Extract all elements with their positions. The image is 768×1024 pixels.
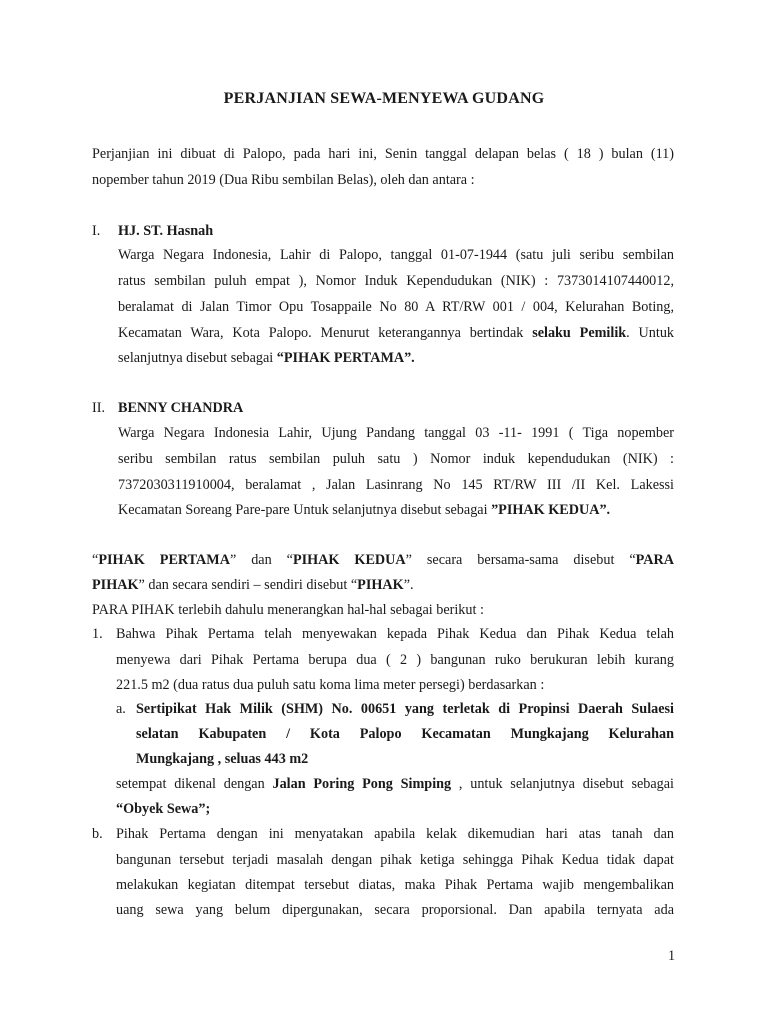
party-2-line-2: seribu sembilan ratus sembilan puluh satu ) Nomor induk kependudukan (NIK) :	[118, 451, 674, 467]
party-1-line-3: beralamat di Jalan Timor Opu Tosappaile No 80 A RT/RW 001 / 004, Kelurahan Boting,	[118, 299, 674, 315]
page-number: 1	[668, 948, 676, 964]
party-1-line-4: Kecamatan Wara, Kota Palopo. Menurut keterangannya bertindak selaku Pemilik. Untuk	[118, 325, 675, 341]
parties-line-2: PIHAK” dan secara sendiri – sendiri disebut “PIHAK”.	[92, 577, 414, 593]
sub-item-a-line-2: selatan Kabupaten / Kota Palopo Kecamatan Mungkajang Kelurahan	[136, 726, 674, 742]
role-owner-text: selaku Pemilik	[532, 325, 627, 341]
party-2-name: BENNY CHANDRA	[118, 400, 244, 416]
sub-item-a-letter: a.	[116, 701, 126, 717]
document-title: PERJANJIAN SEWA-MENYEWA GUDANG	[223, 90, 545, 107]
party-2-number: II.	[92, 400, 105, 416]
party-2-line-4: Kecamatan Soreang Pare-pare Untuk selanjutnya disebut sebagai ”PIHAK KEDUA”.	[118, 502, 611, 518]
party-1-name: HJ. ST. Hasnah	[118, 223, 214, 239]
party-1-line-5: selanjutnya disebut sebagai “PIHAK PERTAMA”.	[118, 350, 415, 366]
item-1-line-4: setempat dikenal dengan Jalan Poring Pong Simping , untuk selanjutnya disebut sebagai	[116, 776, 674, 792]
item-b-line-1: Pihak Pertama dengan ini menyatakan apabila kelak dikemudian hari atas tanah dan	[116, 826, 674, 842]
party-2-line-1: Warga Negara Indonesia Lahir, Ujung Pandang tanggal 03 -11- 1991 ( Tiga nopember	[118, 425, 674, 441]
intro-line-2: nopember tahun 2019 (Dua Ribu sembilan Belas), oleh dan antara :	[92, 172, 475, 188]
item-1-line-3: 221.5 m2 (dua ratus dua puluh satu koma lima meter persegi) berdasarkan :	[116, 677, 545, 693]
party-1-line-1: Warga Negara Indonesia, Lahir di Palopo, tanggal 01-07-1944 (satu juli seribu sembilan	[118, 247, 674, 263]
item-b-line-4: uang sewa yang belum dipergunakan, secara proporsional. Dan apabila ternyata ada	[116, 902, 674, 918]
item-b-line-3: melakukan kegiatan ditempat tersebut diatas, maka Pihak Pertama wajib mengembalikan	[116, 877, 674, 893]
party-1-line-2: ratus sembilan puluh empat ), Nomor Induk Kependudukan (NIK) : 7373014107440012,	[118, 273, 674, 289]
sub-item-a-line-1: Sertipikat Hak Milik (SHM) No. 00651 yang terletak di Propinsi Daerah Sulaesi	[136, 701, 674, 717]
item-b-letter: b.	[92, 826, 103, 842]
party-1-alias: “PIHAK PERTAMA”.	[276, 350, 415, 366]
party-2-line-3: 7372030311910004, beralamat , Jalan Lasinrang No 145 RT/RW III /II Kel. Lakessi	[118, 477, 674, 493]
party-1-number: I.	[92, 223, 101, 239]
item-1-line-2: menyewa dari Pihak Pertama berupa dua ( 2 ) bangunan ruko berukuran lebih kurang	[116, 652, 674, 668]
parties-line-1: “PIHAK PERTAMA” dan “PIHAK KEDUA” secara bersama-sama disebut “PARA	[92, 552, 674, 568]
item-1-number: 1.	[92, 626, 103, 642]
intro-line-1: Perjanjian ini dibuat di Palopo, pada hari ini, Senin tanggal delapan belas ( 18 ) bulan (11)	[92, 146, 674, 162]
party-2-alias: ”PIHAK KEDUA”.	[491, 502, 611, 518]
parties-line-3: PARA PIHAK terlebih dahulu menerangkan hal-hal sebagai berikut :	[92, 602, 484, 618]
item-1-line-1: Bahwa Pihak Pertama telah menyewakan kepada Pihak Kedua dan Pihak Kedua telah	[116, 626, 674, 642]
item-b-line-2: bangunan tersebut terjadi masalah dengan pihak ketiga sehingga Pihak Kedua tidak dapat	[116, 852, 674, 868]
sub-item-a-line-3: Mungkajang , seluas 443 m2	[136, 751, 309, 767]
object-location: Jalan Poring Pong Simping	[272, 776, 452, 792]
item-1-line-5: “Obyek Sewa”;	[116, 801, 211, 817]
